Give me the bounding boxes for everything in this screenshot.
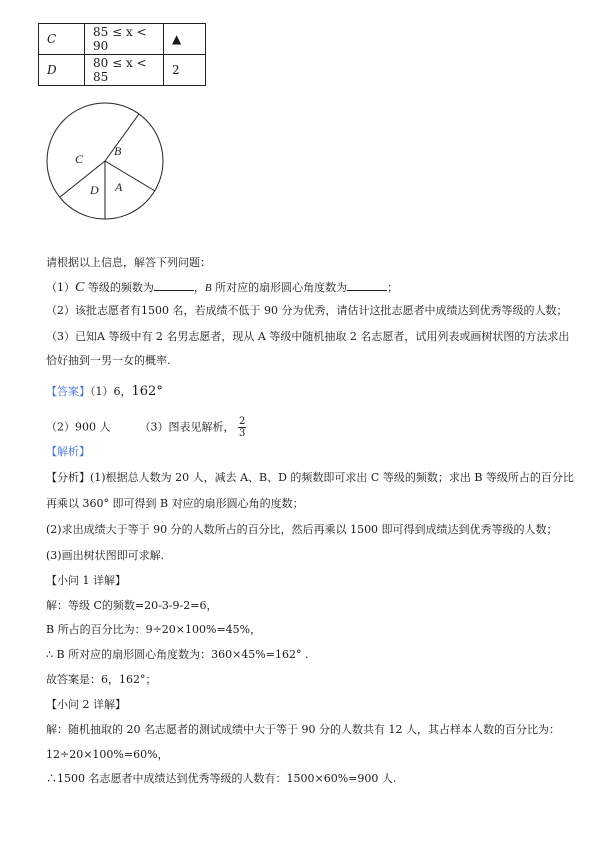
answer-3: （3）图表见解析， [139,420,235,434]
solution-1-line-3: ∴ B 所对应的扇形圆心角度数为：360×45%=162° . [46,648,309,661]
q1-sep: ， [193,281,205,294]
table-row [39,24,206,55]
count-cell: 2 [164,55,206,86]
grade-cell: C [39,24,85,55]
q1-pre: （1） [46,281,75,294]
analysis-line-3: (2)求出成绩大于等于 90 分的人数所占的百分比，然后再乘以 1500 即可得到成绩达到优秀等级的人数； [46,523,558,536]
table-row [39,55,206,86]
q1-post: 所对应的扇形圆心角度数为 [211,281,348,294]
analysis-tag: 【解析】 [46,445,90,458]
probability-fraction [238,416,246,439]
answer-1: （1）6， [90,385,132,398]
answer-line-1 [46,384,163,400]
q1-grade: C [75,280,85,295]
pie-label-b: B [114,144,122,158]
answer-blank[interactable] [347,280,387,291]
question-1 [46,280,398,296]
answer-2: （2）900 人 [46,420,111,434]
fraction-denominator: 3 [239,428,246,439]
subquestion-1-tag: 【小问 1 详解】 [46,574,126,587]
q1-end: ； [387,281,399,294]
pie-label-a: A [115,180,123,194]
pie-label-c: C [75,152,84,166]
pie-radius-cb [105,114,139,161]
grade-table [38,23,206,86]
answer-blank[interactable] [154,280,194,291]
question-3-line1: （3）已知A 等级中有 2 名男志愿者，现从 A 等级中随机抽取 2 名志愿者，试用列表或画树状图的方法求出 [46,330,570,343]
fraction-numerator: 2 [239,416,246,427]
q1-b: B [204,282,212,294]
analysis-line-1: 【分析】(1)根据总人数为 20 人，减去 A、B、D 的频数即可求出 C 等级的频数；求出 B 等级所占的百分比 [46,471,574,484]
answer-1-angle: 162° [131,384,163,399]
question-2: （2）该批志愿者有1500 名，若成绩不低于 90 分为优秀，请估计这批志愿者中成绩达到优秀等级的人数； [46,304,568,317]
answer-tag: 【答案】 [46,385,90,398]
grade-cell: D [39,55,85,86]
solution-1-line-1: 解：等级 C的频数=20-3-9-2=6， [46,599,218,612]
pie-label-d: D [90,183,99,197]
solution-1-line-2: B 所占的百分比为：9÷20×100%=45%， [46,623,262,636]
q1-mid: 等级的频数为 [84,281,154,294]
count-cell: ▲ [164,24,206,55]
subquestion-2-tag: 【小问 2 详解】 [46,698,126,711]
solution-2-line-2: 12÷20×100%=60%， [46,748,169,761]
range-cell: 80 ≤ x < 85 [85,55,164,86]
answer-line-2 [46,416,246,439]
question-3-line2: 恰好抽到一男一女的概率. [46,354,171,367]
analysis-line-2: 再乘以 360° 即可得到 B 对应的扇形圆心角的度数； [46,497,304,510]
analysis-line-4: (3)画出树状图即可求解. [46,549,165,562]
solution-2-line-1: 解：随机抽取的 20 名志愿者的测试成绩中大于等于 90 分的人数共有 12 人，其占样本人数的百分比为： [46,723,560,736]
pie-radius-ba [105,161,155,191]
pie-chart [42,101,172,223]
question-intro: 请根据以上信息，解答下列问题： [46,256,211,269]
solution-1-line-4: 故答案是：6，162°； [46,673,157,686]
solution-2-line-3: ∴1500 名志愿者中成绩达到优秀等级的人数有：1500×60%=900 人. [46,772,397,785]
range-cell: 85 ≤ x < 90 [85,24,164,55]
